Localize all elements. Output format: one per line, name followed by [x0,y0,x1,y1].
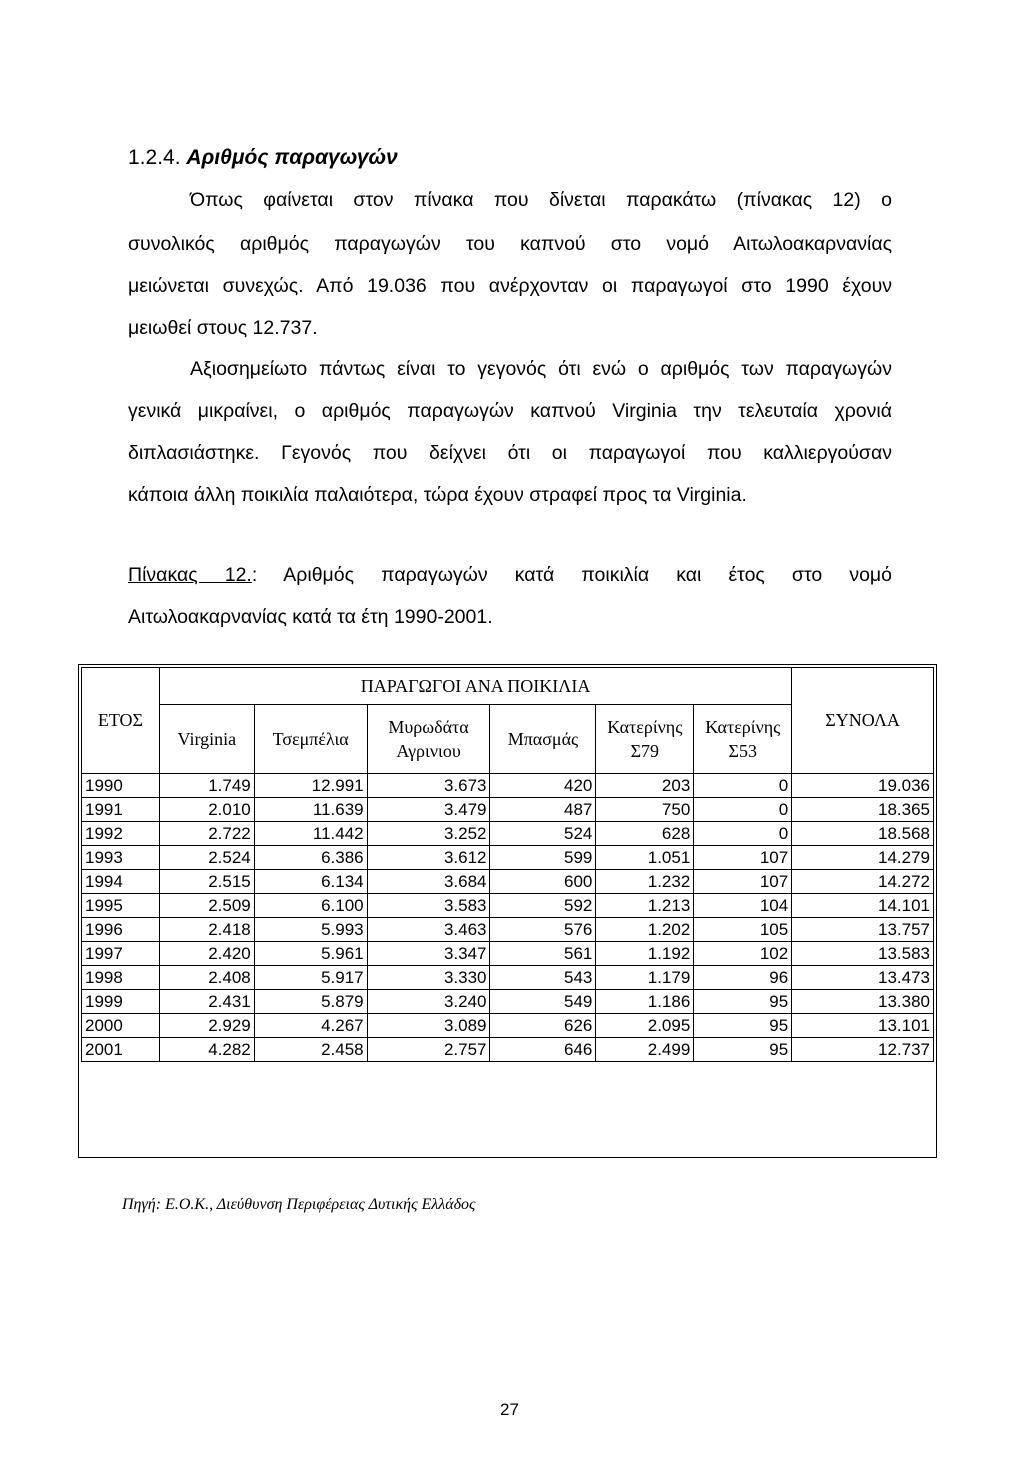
table-caption-label: Πίνακας 12. [128,564,252,586]
section-title: Αριθμός παραγωγών [186,146,398,169]
value-cell: 107 [694,870,792,894]
paragraph-2-line-1: Αξιοσημείωτο πάντως είναι το γεγονός ότι ενώ ο αριθμός των παραγωγών [190,358,892,380]
value-cell: 750 [596,798,694,822]
paragraph-1-line-3: μειώνεται συνεχώς. Από 19.036 που ανέρχονταν οι παραγωγοί στο 1990 έχουν [128,275,892,297]
value-cell: 96 [694,966,792,990]
value-cell: 2.929 [159,1014,254,1038]
value-cell: 203 [596,774,694,798]
year-cell: 1994 [82,870,160,894]
total-cell: 18.568 [792,822,934,846]
source-note: Πηγή: Ε.Ο.Κ., Διεύθυνση Περιφέρειας Δυτικής Ελλάδος [122,1196,476,1213]
variety-column-header [367,705,490,774]
year-column-header: ΕΤΟΣ [82,668,160,774]
total-cell: 13.473 [792,966,934,990]
paragraph-2-line-4: κάποια άλλη ποικιλία παλαιότερα, τώρα έχουν στραφεί προς τα Virginia. [128,484,747,506]
paragraph-1-line-1: Όπως φαίνεται στον πίνακα που δίνεται παρακάτω (πίνακας 12) ο [190,189,892,211]
value-cell: 6.134 [254,870,367,894]
year-cell: 1996 [82,918,160,942]
value-cell: 592 [490,894,596,918]
value-cell: 599 [490,846,596,870]
value-cell: 3.612 [367,846,490,870]
year-cell: 1990 [82,774,160,798]
year-cell: 1992 [82,822,160,846]
value-cell: 5.879 [254,990,367,1014]
year-cell: 1995 [82,894,160,918]
year-cell: 2001 [82,1038,160,1062]
value-cell: 561 [490,942,596,966]
value-cell: 576 [490,918,596,942]
value-cell: 4.267 [254,1014,367,1038]
table-row [82,798,934,822]
value-cell: 2.458 [254,1038,367,1062]
value-cell: 3.583 [367,894,490,918]
value-cell: 4.282 [159,1038,254,1062]
value-cell: 1.192 [596,942,694,966]
value-cell: 646 [490,1038,596,1062]
page-number: 27 [500,1400,519,1419]
value-cell: 600 [490,870,596,894]
value-cell: 628 [596,822,694,846]
variety-header-line-1: Τσεμπέλια [272,729,349,749]
total-cell: 14.279 [792,846,934,870]
value-cell: 2.420 [159,942,254,966]
value-cell: 420 [490,774,596,798]
paragraph-1-line-2: συνολικός αριθμός παραγωγών του καπνού στο νομό Αιτωλοακαρνανίας [128,233,892,255]
value-cell: 12.991 [254,774,367,798]
variety-header-line-1: Virginia [177,729,237,749]
value-cell: 2.408 [159,966,254,990]
value-cell: 1.186 [596,990,694,1014]
total-cell: 18.365 [792,798,934,822]
section-number: 1.2.4. [128,146,181,169]
value-cell: 0 [694,822,792,846]
value-cell: 102 [694,942,792,966]
value-cell: 2.757 [367,1038,490,1062]
value-cell: 3.684 [367,870,490,894]
value-cell: 1.213 [596,894,694,918]
total-cell: 13.757 [792,918,934,942]
paragraph-1-line-4: μειωθεί στους 12.737. [128,317,318,339]
value-cell: 5.993 [254,918,367,942]
value-cell: 1.179 [596,966,694,990]
value-cell: 95 [694,1014,792,1038]
producers-table [81,667,934,1062]
value-cell: 5.917 [254,966,367,990]
value-cell: 2.509 [159,894,254,918]
value-cell: 105 [694,918,792,942]
value-cell: 2.524 [159,846,254,870]
total-cell: 14.101 [792,894,934,918]
variety-column-header [694,705,792,774]
value-cell: 6.100 [254,894,367,918]
value-cell: 543 [490,966,596,990]
year-cell: 2000 [82,1014,160,1038]
table-caption-line-1 [128,562,892,588]
table-row [82,966,934,990]
variety-column-header [490,705,596,774]
value-cell: 487 [490,798,596,822]
table-row [82,774,934,798]
year-cell: 1993 [82,846,160,870]
value-cell: 2.431 [159,990,254,1014]
value-cell: 3.330 [367,966,490,990]
total-cell: 13.101 [792,1014,934,1038]
table-row [82,870,934,894]
group-header: ΠΑΡΑΓΩΓΟΙ ΑΝΑ ΠΟΙΚΙΛΙΑ [159,668,791,705]
value-cell: 107 [694,846,792,870]
value-cell: 3.479 [367,798,490,822]
total-cell: 12.737 [792,1038,934,1062]
value-cell: 3.347 [367,942,490,966]
table-caption-text: : Αριθμός παραγωγών κατά ποικιλία και έτος στο νομό [251,564,892,586]
table-row [82,1014,934,1038]
table-row [82,846,934,870]
total-cell: 13.380 [792,990,934,1014]
value-cell: 3.240 [367,990,490,1014]
paragraph-2-line-2: γενικά μικραίνει, ο αριθμός παραγωγών καπνού Virginia την τελευταία χρονιά [128,400,892,422]
value-cell: 3.089 [367,1014,490,1038]
variety-header-line-2: Σ79 [630,741,660,761]
value-cell: 5.961 [254,942,367,966]
variety-column-header [159,705,254,774]
variety-header-line-1: Μπασμάς [507,729,579,749]
value-cell: 1.051 [596,846,694,870]
value-cell: 0 [694,774,792,798]
value-cell: 1.232 [596,870,694,894]
table-row [82,942,934,966]
value-cell: 524 [490,822,596,846]
year-cell: 1997 [82,942,160,966]
total-column-header: ΣΥΝΟΛΑ [792,668,934,774]
value-cell: 0 [694,798,792,822]
value-cell: 1.749 [159,774,254,798]
value-cell: 549 [490,990,596,1014]
value-cell: 6.386 [254,846,367,870]
value-cell: 11.639 [254,798,367,822]
table-row [82,894,934,918]
total-cell: 14.272 [792,870,934,894]
value-cell: 3.673 [367,774,490,798]
paragraph-2-line-3: διπλασιάστηκε. Γεγονός που δείχνει ότι οι παραγωγοί που καλλιεργούσαν [128,442,892,464]
value-cell: 11.442 [254,822,367,846]
table-row [82,822,934,846]
value-cell: 2.095 [596,1014,694,1038]
variety-column-header [254,705,367,774]
variety-column-header [596,705,694,774]
total-cell: 13.583 [792,942,934,966]
value-cell: 2.499 [596,1038,694,1062]
year-cell: 1991 [82,798,160,822]
value-cell: 3.463 [367,918,490,942]
year-cell: 1998 [82,966,160,990]
value-cell: 2.722 [159,822,254,846]
value-cell: 2.418 [159,918,254,942]
value-cell: 95 [694,990,792,1014]
value-cell: 2.010 [159,798,254,822]
variety-header-line-2: Σ53 [728,741,757,761]
variety-header-line-1: Κατερίνης [705,717,781,737]
variety-header-line-2: Αγρινιου [396,741,461,761]
table-row [82,990,934,1014]
value-cell: 2.515 [159,870,254,894]
value-cell: 3.252 [367,822,490,846]
total-cell: 19.036 [792,774,934,798]
value-cell: 95 [694,1038,792,1062]
variety-header-line-1: Μυρωδάτα [388,717,469,737]
value-cell: 1.202 [596,918,694,942]
table-caption-line-2: Αιτωλοακαρνανίας κατά τα έτη 1990-2001. [128,606,493,628]
variety-header-line-1: Κατερίνης [607,717,683,737]
value-cell: 104 [694,894,792,918]
table-row [82,918,934,942]
value-cell: 626 [490,1014,596,1038]
section-heading [128,146,398,170]
table-row [82,1038,934,1062]
year-cell: 1999 [82,990,160,1014]
